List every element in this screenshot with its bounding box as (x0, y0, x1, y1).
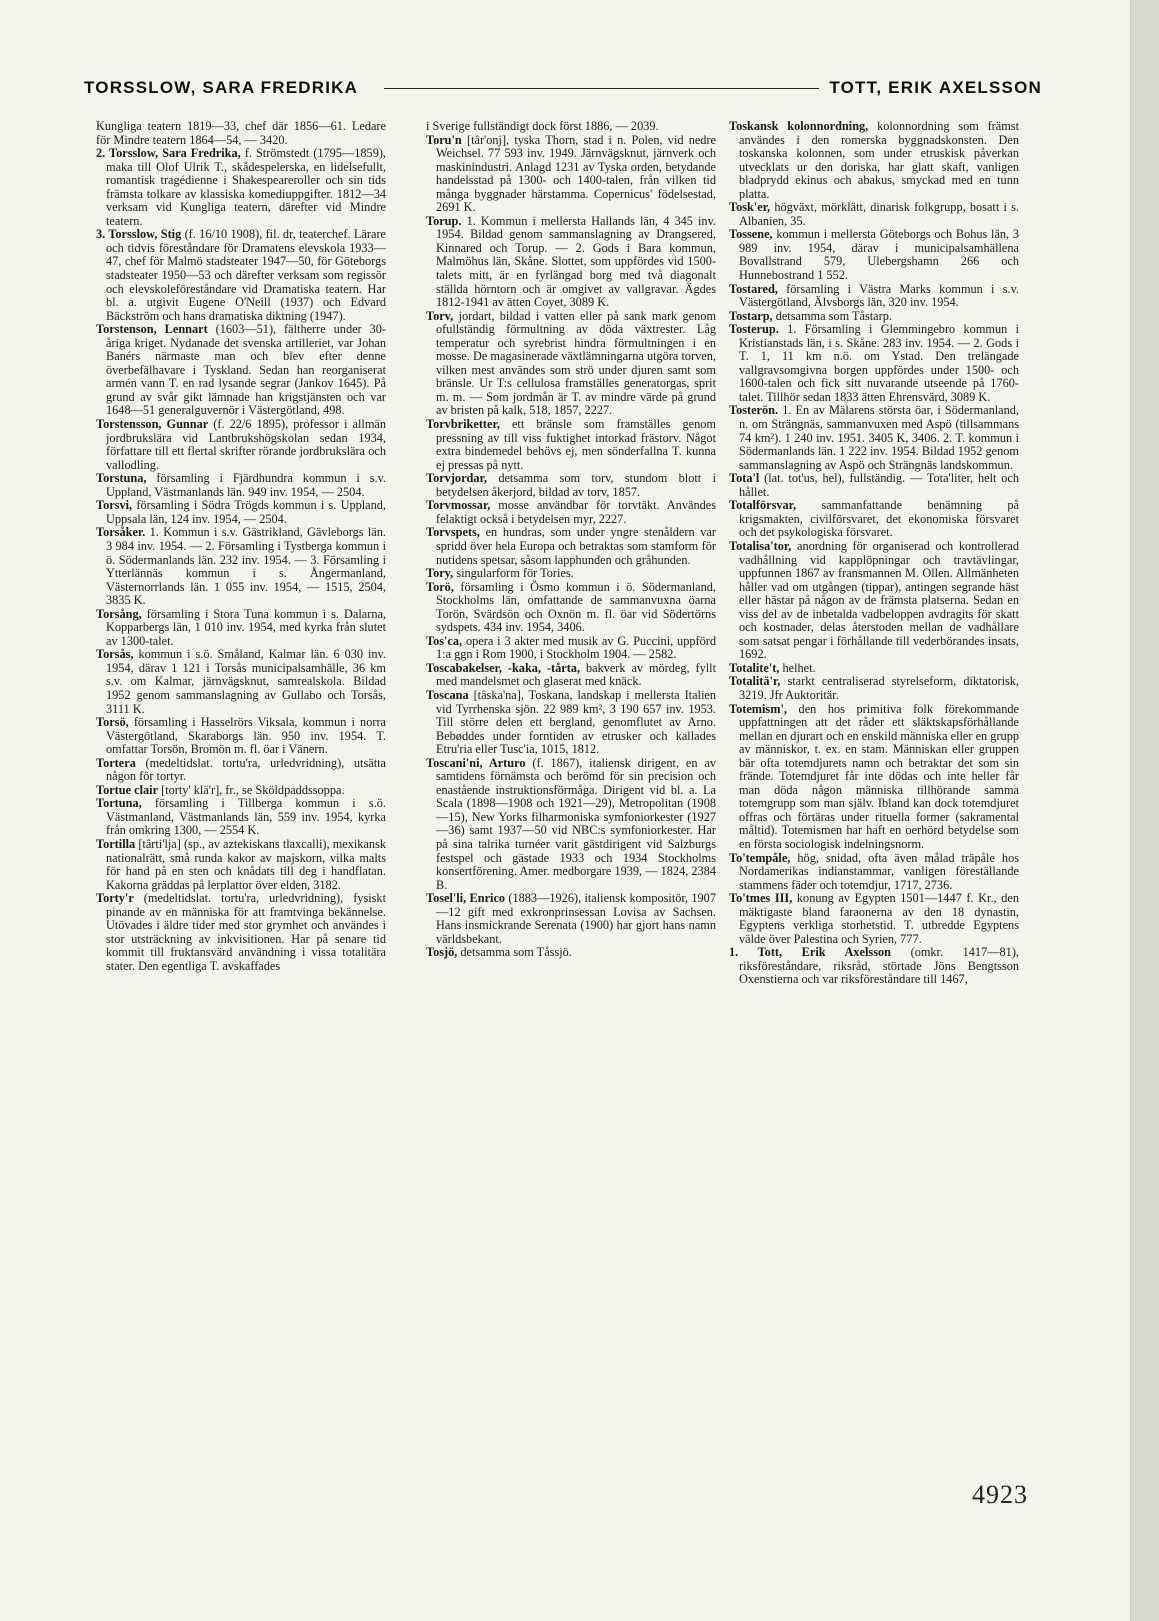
dictionary-entry (96, 526, 386, 607)
running-header (84, 78, 1042, 104)
entry-headword: Tory, (426, 566, 454, 581)
entry-headword: Torvmossar, (426, 498, 491, 513)
entry-headword: To'tempåle, (729, 850, 791, 865)
column-2 (426, 120, 716, 960)
entry-headword: Tosk'er, (729, 200, 771, 215)
entry-text: (medeltidslat. tortu'ra, urledvridning), utsätta någon för tortyr. (106, 755, 386, 784)
dictionary-entry (96, 892, 386, 973)
dictionary-entry (426, 946, 716, 960)
dictionary-entry (426, 757, 716, 892)
dictionary-entry (96, 838, 386, 892)
entry-headword: 1. Tott, Erik Axelsson (729, 945, 891, 960)
entry-headword: Torstensson, Gunnar (96, 417, 209, 432)
entry-text: 1. Kommun i s.v. Gästrikland, Gävleborgs län. 3 984 inv. 1954. — 2. Församling i Tystberga kommun i ö. Södermanlands län. 232 inv. 1954. — 3. Församling i Ytterlännäs kommun i s. Ångermanland, Västernorrlands län. 1 055 inv. 1954, — 1515, 2504, 3835 K. (106, 525, 386, 608)
entry-text: singularform för Tories. (456, 566, 574, 581)
entry-headword: Torup. (426, 213, 462, 228)
page-number: 4923 (972, 1480, 1028, 1509)
column-1 (96, 120, 386, 973)
entry-headword: 3. Torsslow, Stig (96, 227, 182, 242)
dictionary-entry (426, 689, 716, 757)
header-left-title: TORSSLOW, SARA FREDRIKA (84, 78, 359, 97)
entry-headword: Tosterön. (729, 403, 779, 418)
entry-headword: Tortilla (96, 836, 136, 851)
dictionary-entry (729, 120, 1019, 201)
entry-text: kommun i mellersta Göteborgs och Bohus län, 3 989 inv. 1954, därav i municipalsamhällena Bovallstrand 579, Ulebergshamn 266 och Hunnebostrand 1 552. (739, 227, 1019, 283)
dictionary-entry (729, 404, 1019, 472)
header-right-title: TOTT, ERIK AXELSSON (829, 78, 1042, 97)
dictionary-entry (729, 323, 1019, 404)
entry-headword: Totalförsvar, (729, 498, 797, 513)
entry-text: en hundras, som under yngre stenåldern var spridd över hela Europa och betraktas som stamform för nutidens spetsar, såsom lapphunden och gråhunden. (436, 525, 716, 567)
entry-headword: Tos'ca, (426, 633, 463, 648)
entry-text: församling i Tillberga kommun i s.ö. Västmanland, Västmanlands län, 559 inv. 1954, kyrka från omkring 1300, — 2554 K. (106, 796, 386, 838)
entry-text: konung av Egypten 1501—1447 f. Kr., den mäktigaste bland faraonerna av den 18 dynastin, Egyptens verkliga storhetstid. T. utbredde Egyptens välde över Palestina och Syrien, 777. (739, 891, 1019, 946)
entry-text: kommun i s.ö. Småland, Kalmar län. 6 030 inv. 1954, därav 1 121 i Torsås municipalsamhälle, 36 km s.v. om Kalmar, järnvägsknut, samrealskola. Bildad 1952 genom sammanslagning av Gullabo och Torsås, 3111 K. (106, 647, 386, 716)
dictionary-entry (729, 228, 1019, 282)
dictionary-entry (96, 120, 386, 147)
dictionary-entry (96, 418, 386, 472)
dictionary-entry (729, 472, 1019, 499)
dictionary-entry (426, 526, 716, 567)
entry-text: (medeltidslat. tortu'ra, urledvridning), fysiskt pinande av en människa för att framtvinga bekännelse. Utövades i äldre tider med stor grymhet och användes i stor utsträckning av inkvisitionen. Har på senare tid kommit till fruktansvärd användning i vissa totalitära stater. Den egentliga T. avskaffades (106, 891, 386, 973)
dictionary-entry (426, 418, 716, 472)
entry-text: [târti'lja] (sp., av aztekiskans tlaxcalli), mexikansk nationalrätt, små runda kakor av majskorn, vilka malts för hand på en sten och knådats till deg i handflatan. Kakorna gräddas på lerplattor över elden, 3182. (106, 836, 386, 892)
entry-text: Kungliga teatern 1819—33, chef där 1856—61. Ledare för Mindre teatern 1864—54, — 3420. (96, 119, 386, 147)
entry-headword: To'tmes III, (729, 891, 793, 906)
entry-text: i Sverige fullständigt dock först 1886, — 2039. (426, 119, 659, 133)
dictionary-entry (96, 716, 386, 757)
entry-text: (omkr. 1417—81), riksföreståndare, riksråd, störtade Jöns Bengtsson Oxenstierna och var riksföreståndare till 1467, (739, 945, 1019, 987)
entry-text: kolonnordning som främst användes i den romerska byggnadskonsten. Den toskanska kolonnen, som under etruskisk påverkan utvecklats ur den doriska, har glatt skaft, vanligen bladprydd ekinus och abakus, smyckad med en tunn platta. (739, 119, 1020, 201)
entry-text: (f. 22/6 1895), professor i allmän jordbrukslära vid Lantbrukshögskolan sedan 1934, författare till ett flertal skrifter rörande jordbrukslära och vallodling. (106, 417, 386, 472)
dictionary-entry (426, 662, 716, 689)
entry-headword: Torsö, (96, 715, 129, 730)
dictionary-entry (729, 499, 1019, 540)
entry-headword: Tosjö, (426, 945, 458, 960)
dictionary-entry (96, 797, 386, 838)
dictionary-entry (426, 120, 716, 134)
entry-headword: Torsås, (96, 647, 134, 662)
entry-headword: Torvjordar, (426, 471, 487, 486)
dictionary-entry (96, 323, 386, 418)
entry-text: opera i 3 akter med musik av G. Puccini, uppförd 1:a ggn i Rom 1900, i Stockholm 1904. — 2582. (436, 633, 716, 662)
entry-headword: Torstenson, Lennart (96, 322, 208, 337)
entry-text: sammanfattande benämning på krigsmakten, civilförsvaret, det ekonomiska försvaret och det psykologiska försvaret. (739, 498, 1019, 540)
dictionary-entry (96, 472, 386, 499)
entry-text: 1. Kommun i mellersta Hallands län, 4 345 inv. 1954. Bildad genom sammanslagning av Drangsered, Kinnared och Torup. — 2. Gods i Bara kommun, Malmöhus län, Skåne. Slottet, som uppfördes vid 1500-talets mitt, är en fyrlängad borg med två diagonalt ställda hörntorn och är omgivet av vallgravar. Ägdes 1812-1941 av ätten Coyet, 3089 K. (436, 213, 717, 310)
dictionary-entry (96, 648, 386, 716)
dictionary-entry (96, 499, 386, 526)
entry-text: församling i Hasselrörs Viksala, kommun i norra Västergötland, Skaraborgs län. 950 inv. 1954. T. omfattar Torsön, Bromön m. fl. öar i Vänern. (106, 715, 386, 757)
page-edge (1130, 0, 1159, 1621)
dictionary-entry (729, 703, 1019, 852)
dictionary-entry (426, 567, 716, 581)
entry-headword: Tostared, (729, 281, 778, 296)
entry-text: anordning för organiserad och kontrollerad vadhållning vid kapplöpningar och travtävlingar, uppfunnen 1867 av fransmannen M. Ollen. Allmänheten håller vad om utgången (tippar), antingen segrande häst eller hästar på någon av de främsta platserna. Sedan en viss del av de inbetalda vadbeloppen avdragits för skatt och kostnader, delas återstoden mellan de vadhållare som satsat pengar i förhållande till vederbörandes insats, 1692. (739, 538, 1019, 662)
entry-text: 1. Församling i Glemmingebro kommun i Kristianstads län, i s. Skåne. 283 inv. 1954. — 2. Gods i T. 1, 11 km n.ö. om Ystad. Den trelängade vallgravsomgivna borgen uppfördes under 1500- och 1600-talen och fick sitt nuvarande utseende på 1760-talet. Tillhör sedan 1833 ätten Ehrensvärd, 3089 K. (739, 322, 1019, 404)
dictionary-entry (426, 310, 716, 418)
entry-text: 1. En av Mälarens största öar, i Södermanland, n. om Strängnäs, sammanvuxen med Aspö (tillsammans 74 km²). 1 240 inv. 1951. 3405 K, 3406. 2. T. kommun i Södermanlands län. 1 222 inv. 1954. Bildad 1952 genom sammanslagning av Aspö och Strängnäs landskommun. (739, 403, 1019, 472)
entry-text: [târ'onj], tyska Thorn, stad i n. Polen, vid nedre Weichsel. 77 593 inv. 1949. Järnvägsknut, järnverk och maskinindustri. Anlagd 1231 av Tyska orden, betydande handelsstad på 1300- och 1400-talen, från vilken tid många byggnader härstamma. Copernicus' födelsestad, 2691 K. (436, 132, 716, 215)
entry-headword: 2. Torsslow, Sara Fredrika, (96, 146, 241, 161)
entry-text: den hos primitiva folk förekommande uppfattningen att det råder ett släktskapsförhållande mellan en djurart och en enskild människa eller en grupp av människor, t. ex. en stam. Människan eller gruppen bär ofta totemdjurets namn och betraktar det som sin frände. Totemdjuret får inte dödas och inte heller får man döda någon människa tillhörande samma totemgrupp som man själv. Ibland kan dock totemdjuret offras och förtäras under rituella former (sakramental måltid). Totemismen har haft en oerhörd betydelse som en första sociologisk indelningsnorm. (739, 701, 1019, 851)
entry-headword: Tota'l (729, 471, 760, 486)
column-3 (729, 120, 1019, 987)
entry-headword: Torvspets, (426, 525, 480, 540)
dictionary-entry (729, 540, 1019, 662)
entry-headword: Toscabakelser, -kaka, -tårta, (426, 660, 581, 675)
entry-headword: Toscani'ni, Arturo (426, 755, 526, 770)
entry-headword: Tortuna, (96, 796, 142, 811)
dictionary-entry (426, 134, 716, 215)
entry-headword: Torv, (426, 308, 454, 323)
entry-text: [torty' klä'r], fr., se Sköldpaddssoppa. (161, 782, 345, 797)
header-rule (384, 88, 819, 89)
entry-text: jordart, bildad i vatten eller på sank mark genom ofullständig förmultning av döda växtrester. Låg temperatur och syrebrist hindra förmultningen i en mosse. De magasinerade växtlämningarna utgöra torven, vilken mest användes som strö under djuren samt som bränsle. Ur T:s cellulosa framställes generatorgas, sprit m. m. — Som jordmån är T. av mindre värde på grund av bristen på kalk, 518, 1857, 2227. (436, 308, 717, 418)
entry-text: högväxt, mörklätt, dinarisk folkgrupp, bosatt i s. Albanien, 35. (739, 200, 1019, 228)
entry-headword: Tosel'li, Enrico (426, 891, 506, 906)
dictionary-entry (426, 635, 716, 662)
entry-headword: Totalitä'r, (729, 674, 781, 689)
entry-text: (1883—1926), italiensk kompositör, 1907—12 gift med exkronprinsessan Lovisa av Sachsen. Hans insmickrande Serenata (1900) har gjort hans namn världsbekant. (436, 891, 716, 946)
entry-headword: Toru'n (426, 132, 462, 147)
entry-text: församling i Västra Marks kommun i s.v. Västergötland, Älvsborgs län, 320 inv. 1954. (739, 281, 1019, 310)
dictionary-entry (729, 892, 1019, 946)
entry-headword: Tostarp, (729, 308, 773, 323)
entry-text: detsamma som torv, stundom blott i betydelsen åkerjord, bildad av torv, 1857. (436, 471, 716, 499)
entry-text: f. Strömstedt (1795—1859), maka till Olof Ulrik T., skådespelerska, en lidelsefullt, romantisk tragédienne i Shakespeareroller och sin tids främsta tolkare av klassiska komediuppgifter. 1812—34 verksam vid Kungliga teatern, därefter vid Mindre teatern. (106, 146, 387, 228)
dictionary-entry (96, 147, 386, 228)
entry-headword: Torstuna, (96, 471, 147, 486)
entry-headword: Torsåker. (96, 525, 146, 540)
entry-text: bakverk av mördeg, fyllt med mandelsmet och glaserat med knäck. (436, 660, 716, 689)
entry-headword: Torsång, (96, 606, 142, 621)
dictionary-entry (729, 310, 1019, 324)
dictionary-entry (96, 784, 386, 798)
entry-headword: Totalisa'tor, (729, 538, 792, 553)
dictionary-entry (426, 892, 716, 946)
entry-text: detsamma som Tåssjö. (460, 945, 572, 960)
entry-headword: Totemism', (729, 701, 787, 716)
entry-text: starkt centraliserad styrelseform, diktatorisk, 3219. Jfr Auktoritär. (739, 674, 1019, 702)
entry-text: (1603—51), fältherre under 30-åriga kriget. Nydanade det svenska artilleriet, var Johan Banérs närmaste man och blev efter denne överbefälhavare i Tyskland. Sedan han reorganiserat armén vann T. en rad lysande segrar (Jankov 1645). På grund av svår gikt lämnade han krigstjänsten och var 1648—51 generalguvernör i Västergötland, 498. (106, 322, 386, 418)
entry-text: detsamma som Tåstarp. (775, 308, 892, 323)
dictionary-entry (426, 581, 716, 635)
entry-headword: Tortera (96, 755, 136, 770)
entry-text: församling i Ösmo kommun i ö. Södermanland, Stockholms län, omfattande de sammanvuxna öarna Torön, Svärdsön och Oxnön m. fl. öar vid Södertörns sydspets. 434 inv. 1954, 3406. (436, 579, 716, 635)
dictionary-entry (96, 608, 386, 649)
entry-text: [tâska'na], Toskana, landskap i mellersta Italien vid Tyrrhenska sjön. 22 989 km², 3 190 657 inv. 1953. Till större delen ett bergland, genomflutet av Arno. Bebøddes under forntiden av etrusker och kallades Etru'ria eller Tusc'ia, 1015, 1812. (436, 687, 716, 757)
entry-headword: Tosterup. (729, 322, 779, 337)
dictionary-entry (729, 662, 1019, 676)
dictionary-entry (729, 946, 1019, 987)
entry-headword: Torvbriketter, (426, 417, 500, 432)
entry-headword: Toskansk kolonnordning, (729, 119, 869, 133)
dictionary-entry (729, 201, 1019, 228)
entry-text: (lat. tot'us, hel), fullständig. — Tota'liter, helt och hållet. (739, 471, 1019, 499)
entry-headword: Torö, (426, 579, 454, 594)
dictionary-entry (96, 757, 386, 784)
entry-text: församling i Fjärdhundra kommun i s.v. Uppland, Västmanlands län. 949 inv. 1954, — 2504. (106, 471, 386, 499)
entry-headword: Totalite't, (729, 660, 780, 675)
dictionary-entry (426, 215, 716, 310)
entry-headword: Torty'r (96, 891, 134, 906)
entry-text: helhet. (782, 660, 816, 675)
entry-text: församling i Stora Tuna kommun i s. Dalarna, Kopparbergs län, 1 010 inv. 1954, med kyrka från slutet av 1300-talet. (106, 606, 386, 648)
dictionary-entry (426, 499, 716, 526)
entry-text: (f. 1867), italiensk dirigent, en av samtidens förnämsta och berömd för sin precision och enastående instruktionsförmåga. Dirigent vid bl. a. La Scala (1898—1908 och 1921—29), Metropolitan (1908—15), New Yorks filharmoniska symfoniorkester (1927—36) samt 1937—50 vid NBC:s symfoniorkester. Har på sina talrika turnéer varit gästdirigent vid Salzburgs festspel och gästade 1933 och 1934 Stockholms konsertförening. Amer. medborgare 1939, — 1824, 2384 B. (436, 755, 717, 892)
entry-text: församling i Södra Trögds kommun i s. Uppland, Uppsala län, 124 inv. 1954, — 2504. (106, 498, 387, 526)
dictionary-entry (426, 472, 716, 499)
dictionary-entry (729, 852, 1019, 893)
entry-text: (f. 16/10 1908), fil. dr, teaterchef. Lärare och tidvis föreståndare för Dramatens elevskola 1933—47, chef för Malmö stadsteater 1947—50, för Göteborgs stadsteater 1950—53 och därefter verksam som regissör och elevskoleföreståndare vid Dramatiska teatern. Har bl. a. utgivit Eugene O'Neill (1937) och Edvard Bäckström och hans dramatiska diktning (1947). (106, 227, 386, 323)
entry-text: ett bränsle som framställes genom pressning av till viss fuktighet intorkad frästorv. Något extra bindemedel behövs ej, men sönderfallna T. kunna ej pressas på nytt. (436, 417, 716, 472)
entry-text: mosse användbar för torvtäkt. Användes felaktigt också i betydelsen myr, 2227. (436, 498, 716, 526)
entry-headword: Tossene, (729, 227, 773, 242)
dictionary-entry (729, 675, 1019, 702)
entry-text: hög, snidad, ofta även målad träpåle hos Nordamerikas indianstammar, vanligen föreställande stammens fäder och totemdjur, 1717, 2736. (739, 850, 1020, 892)
dictionary-entry (729, 283, 1019, 310)
entry-headword: Tortue clair (96, 782, 159, 797)
dictionary-entry (96, 228, 386, 323)
entry-headword: Torsvi, (96, 498, 133, 513)
entry-headword: Toscana (426, 687, 469, 702)
